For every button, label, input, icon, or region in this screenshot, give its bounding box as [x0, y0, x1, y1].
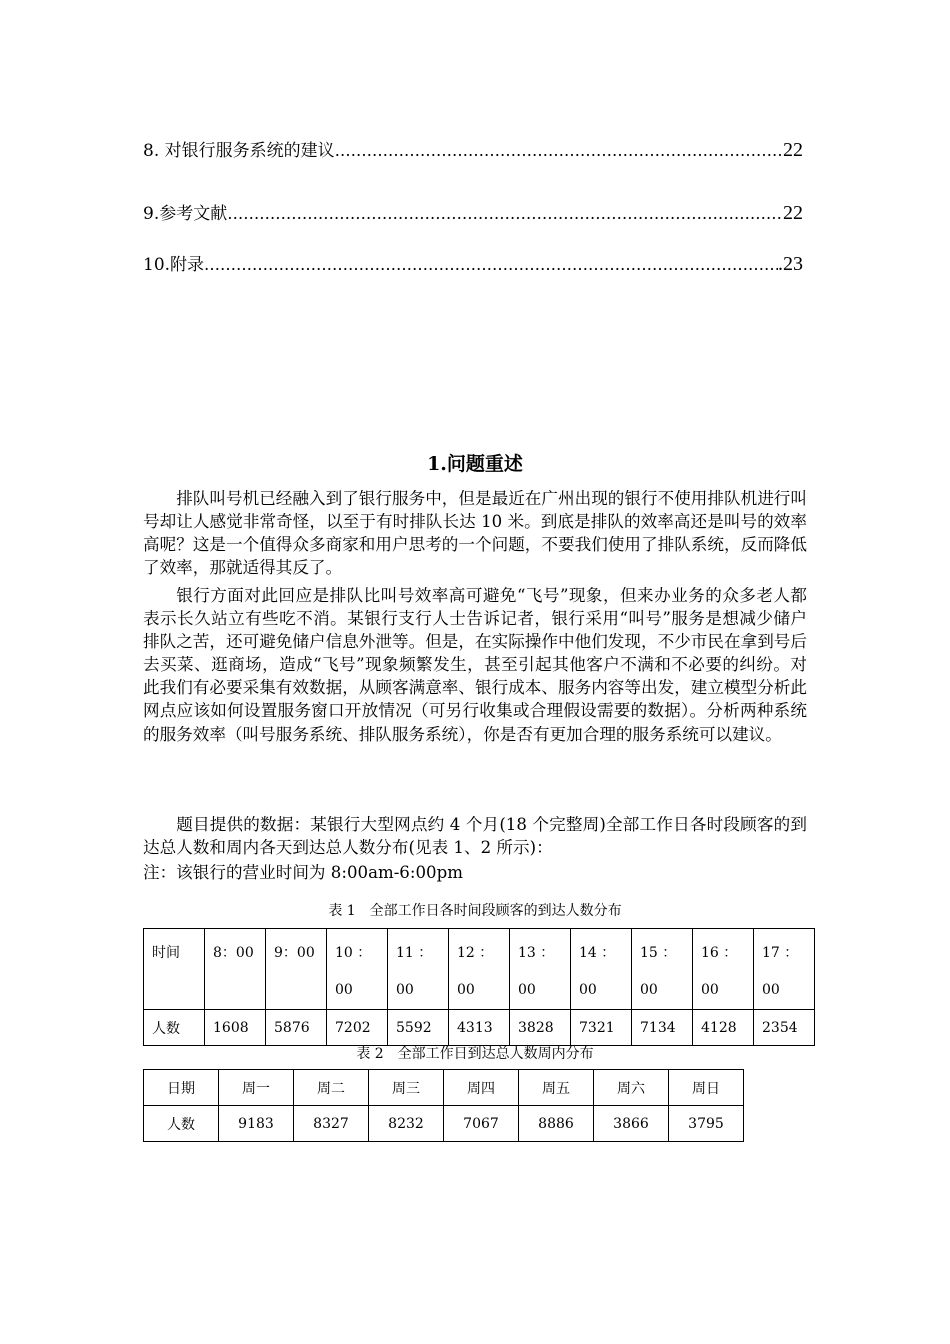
table-cell: 2354	[754, 1010, 815, 1046]
table-cell: 周日	[669, 1070, 744, 1106]
table-cell: 7321	[571, 1010, 632, 1046]
toc-leader	[204, 253, 778, 277]
table-cell: 10 ： 00	[327, 929, 388, 1010]
row-header: 人数	[144, 1106, 219, 1142]
table-cell: 周三	[369, 1070, 444, 1106]
toc-entry[interactable]	[143, 252, 803, 277]
table-cell: 4313	[449, 1010, 510, 1046]
table-cell: 12 ： 00	[449, 929, 510, 1010]
table-row	[144, 1010, 815, 1046]
table-row	[144, 1070, 744, 1106]
table-cell: 5592	[388, 1010, 449, 1046]
toc-label: 9.参考文献	[143, 204, 228, 224]
table-cell: 3795	[669, 1106, 744, 1142]
body-paragraph: 排队叫号机已经融入到了银行服务中，但是最近在广州出现的银行不使用排队机进行叫号却让人感觉非常奇怪，以至于有时排队长达 10 米。到底是排队的效率高还是叫号的效率高呢？这是一个值得众多商家和用户思考的一个问题，不要我们使用了排队系统，反而降低了效率，那就适得其反了。	[143, 489, 807, 578]
table1	[143, 928, 815, 1046]
table-cell: 13 ： 00	[510, 929, 571, 1010]
row-header: 日期	[144, 1070, 219, 1106]
body-paragraph: 题目提供的数据：某银行大型网点约 4 个月(18 个完整周)全部工作日各时段顾客的到达总人数和周内各天到达总人数分布(见表 1、2 所示)：	[143, 815, 807, 858]
table-cell: 9183	[219, 1106, 294, 1142]
toc-page: 22	[783, 202, 803, 224]
table-cell: 11 ： 00	[388, 929, 449, 1010]
table-cell: 7067	[444, 1106, 519, 1142]
table-cell: 周四	[444, 1070, 519, 1106]
table-cell: 8886	[519, 1106, 594, 1142]
table-cell: 15 ： 00	[632, 929, 693, 1010]
table-cell: 周五	[519, 1070, 594, 1106]
table2-caption: 表 2 全部工作日到达总人数周内分布	[356, 1046, 594, 1062]
table-cell: 周二	[294, 1070, 369, 1106]
table-cell: 17 ： 00	[754, 929, 815, 1010]
table-cell: 4128	[693, 1010, 754, 1046]
body-paragraph: 银行方面对此回应是排队比叫号效率高可避免“飞号”现象，但来办业务的众多老人都表示长久站立有些吃不消。某银行支行人士告诉记者，银行采用“叫号”服务是想减少储户排队之苦，还可避免储户信息外泄等。但是，在实际操作中他们发现，不少市民在拿到号后去买菜、逛商场，造成“飞号”现象频繁发生，甚至引起其他客户不满和不必要的纠纷。对此我们有必要采集有效数据，从顾客满意率、银行成本、服务内容等出发，建立模型分析此网点应该如何设置服务窗口开放情况（可另行收集或合理假设需要的数据）。分析两种系统的服务效率（叫号服务系统、排队服务系统），你是否有更加合理的服务系统可以建议。	[143, 586, 807, 744]
table2	[143, 1069, 744, 1142]
table-cell: 3866	[594, 1106, 669, 1142]
row-header: 时间	[144, 929, 205, 1010]
table-cell: 7202	[327, 1010, 388, 1046]
table-cell: 周六	[594, 1070, 669, 1106]
toc-label: 8. 对银行服务系统的建议	[143, 141, 335, 161]
note-line: 注：该银行的营业时间为 8:00am-6:00pm	[143, 863, 463, 882]
section-title: 1.问题重述	[427, 453, 523, 475]
toc-entry[interactable]	[143, 138, 803, 163]
toc-leader	[335, 139, 783, 163]
row-header: 人数	[144, 1010, 205, 1046]
table-cell: 7134	[632, 1010, 693, 1046]
toc-page: 22	[783, 139, 803, 161]
table-cell: 1608	[205, 1010, 266, 1046]
table-cell: 周一	[219, 1070, 294, 1106]
table-cell: 8327	[294, 1106, 369, 1142]
toc-leader	[227, 202, 783, 226]
toc-page: .23	[778, 253, 803, 275]
toc-entry[interactable]	[143, 201, 803, 226]
table1-caption: 表 1 全部工作日各时间段顾客的到达人数分布	[328, 903, 622, 919]
table-cell: 16 ： 00	[693, 929, 754, 1010]
toc-label: 10.附录	[143, 255, 205, 275]
table-cell: 8：00	[205, 929, 266, 1010]
table-cell: 5876	[266, 1010, 327, 1046]
table-cell: 3828	[510, 1010, 571, 1046]
table-cell: 8232	[369, 1106, 444, 1142]
table-row	[144, 929, 815, 1010]
table-cell: 14 ： 00	[571, 929, 632, 1010]
table-row	[144, 1106, 744, 1142]
table-cell: 9：00	[266, 929, 327, 1010]
